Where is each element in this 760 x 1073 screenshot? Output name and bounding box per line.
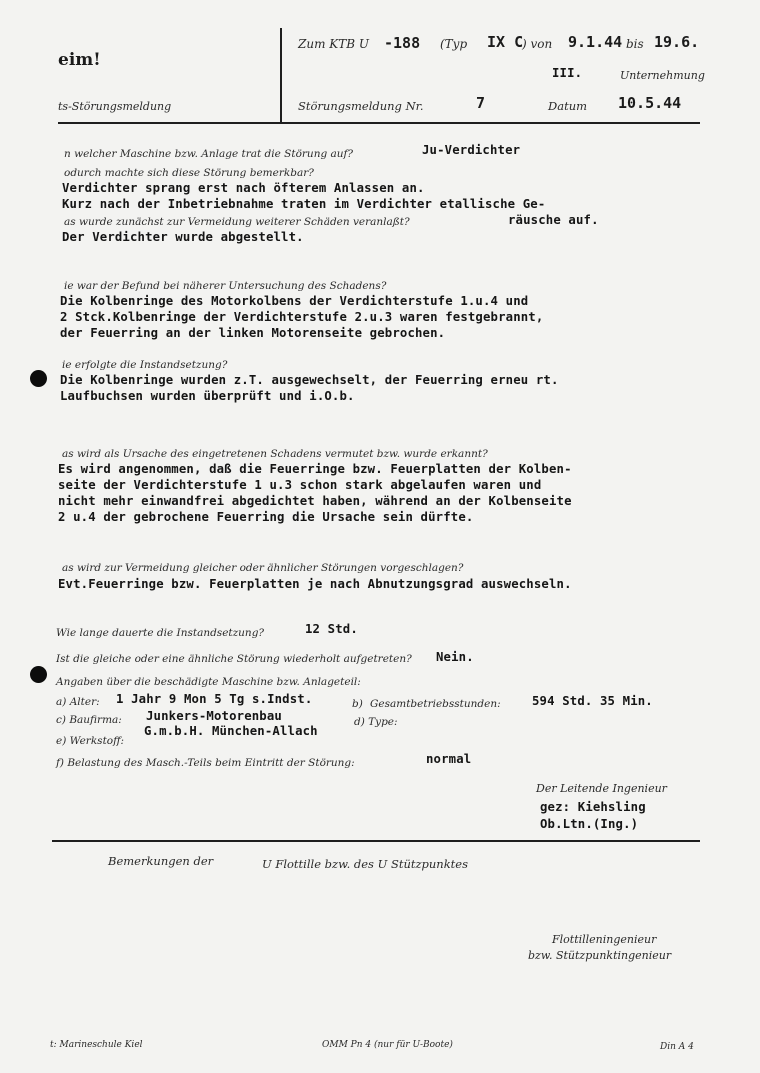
- header-rule: [58, 122, 700, 124]
- q6-line-3: nicht mehr einwandfrei abgedichtet haben, während an der Kolbenseite: [58, 494, 572, 508]
- q9-answer: Nein.: [436, 650, 474, 664]
- q5-line-2: Laufbuchsen wurden überprüft und i.O.b.: [60, 389, 355, 403]
- signature-title: Der Leitende Ingenieur: [536, 782, 667, 795]
- flotilla-number: III.: [552, 66, 583, 80]
- bis-label: bis: [626, 37, 644, 51]
- q5-line-1: Die Kolbenringe wurden z.T. ausgewechselt, der Feuerring erneu rt.: [60, 373, 559, 387]
- q3-answer: Der Verdichter wurde abgestellt.: [62, 230, 304, 244]
- q4-line-1: Die Kolbenringe des Motorkolbens der Verdichterstufe 1.u.4 und: [60, 294, 529, 308]
- footer-right: Din A 4: [660, 1042, 694, 1052]
- flotilla-sign-line-2: bzw. Stützpunktingenieur: [528, 949, 672, 962]
- remarks-left: Bemerkungen der: [108, 854, 214, 868]
- q2-line-3: räusche auf.: [508, 213, 599, 227]
- punch-hole: [30, 370, 47, 387]
- belastung-label: f) Belastung des Masch.-Teils beim Eintritt der Störung:: [56, 757, 355, 769]
- datum-value: 10.5.44: [618, 94, 682, 112]
- baufirma-label: c) Baufirma:: [56, 714, 122, 726]
- bis-date: 19.6.: [654, 33, 700, 51]
- boat-number: -188: [384, 34, 421, 52]
- gesamt-label: Gesamtbetriebsstunden:: [370, 698, 501, 710]
- punch-hole: [30, 666, 47, 683]
- q2-label: odurch machte sich diese Störung bemerkbar?: [64, 167, 314, 179]
- von-date: 9.1.44: [568, 33, 623, 51]
- baufirma-line-1: Junkers-Motorenbau: [146, 709, 282, 723]
- werkstoff-label: e) Werkstoff:: [56, 735, 125, 747]
- q2-line-2: Kurz nach der Inbetriebnahme traten im Verdichter etallische Ge-: [62, 197, 546, 211]
- q6-line-1: Es wird angenommen, daß die Feuerringe bzw. Feuerplatten der Kolben-: [58, 462, 572, 476]
- footer-left: t: Marineschule Kiel: [50, 1040, 143, 1050]
- typ-label: (Typ: [440, 37, 468, 51]
- form-subtitle: ts-Störungsmeldung: [58, 100, 172, 113]
- header-divider: [280, 28, 282, 122]
- footer-center: OMM Pn 4 (nur für U-Boote): [322, 1040, 453, 1050]
- alter-label: a) Alter:: [56, 696, 100, 708]
- q8-answer: 12 Std.: [305, 622, 358, 636]
- signature-rank: Ob.Ltn.(Ing.): [540, 817, 639, 831]
- q7-answer: Evt.Feuerringe bzw. Feuerplatten je nach Abnutzungsgrad auswechseln.: [58, 577, 572, 591]
- b-label: b): [352, 698, 363, 710]
- q4-line-3: der Feuerring an der linken Motorenseite gebrochen.: [60, 326, 446, 340]
- q1-answer: Ju-Verdichter: [422, 143, 521, 157]
- q6-line-2: seite der Verdichterstufe 1 u.3 schon stark abgelaufen waren und: [58, 478, 542, 492]
- remarks-right: U Flottille bzw. des U Stützpunktes: [262, 857, 469, 871]
- zum-ktb-label: Zum KTB U: [298, 37, 369, 51]
- baufirma-line-2: G.m.b.H. München-Allach: [144, 724, 318, 738]
- flotilla-sign-line-1: Flottilleningenieur: [552, 933, 657, 946]
- q7-label: as wird zur Vermeidung gleicher oder ähnlicher Störungen vorgeschlagen?: [62, 562, 464, 574]
- meldung-number: 7: [476, 94, 486, 112]
- form-title: eim!: [58, 50, 101, 70]
- q5-label: ie erfolgte die Instandsetzung?: [62, 359, 228, 371]
- q3-label: as wurde zunächst zur Vermeidung weiterer Schäden veranlaßt?: [64, 216, 410, 228]
- von-label: ) von: [522, 37, 553, 51]
- unternehmung-label: Unternehmung: [620, 69, 705, 82]
- q4-line-2: 2 Stck.Kolbenringe der Verdichterstufe 2.u.3 waren festgebrannt,: [60, 310, 544, 324]
- typ-value: IX C: [487, 33, 524, 51]
- type-label: d) Type:: [354, 716, 398, 728]
- q1-label: n welcher Maschine bzw. Anlage trat die Störung auf?: [64, 148, 354, 160]
- belastung-value: normal: [426, 752, 472, 766]
- q8-label: Wie lange dauerte die Instandsetzung?: [56, 627, 265, 639]
- q2-line-1: Verdichter sprang erst nach öfterem Anlassen an.: [62, 181, 425, 195]
- gesamt-value: 594 Std. 35 Min.: [532, 694, 653, 708]
- signature-name: gez: Kiehsling: [540, 800, 646, 814]
- q9-label: Ist die gleiche oder eine ähnliche Störung wiederholt aufgetreten?: [56, 653, 412, 665]
- q4-label: ie war der Befund bei näherer Untersuchung des Schadens?: [64, 280, 387, 292]
- q6-label: as wird als Ursache des eingetretenen Schadens vermutet bzw. wurde erkannt?: [62, 448, 488, 460]
- alter-value: 1 Jahr 9 Mon 5 Tg s.Indst.: [116, 692, 313, 706]
- q6-line-4: 2 u.4 der gebrochene Feuerring die Ursache sein dürfte.: [58, 510, 474, 524]
- meldung-label: Störungsmeldung Nr.: [298, 99, 424, 113]
- q10-label: Angaben über die beschädigte Maschine bzw. Anlageteil:: [56, 676, 361, 688]
- datum-label: Datum: [548, 99, 588, 113]
- remarks-rule: [52, 840, 700, 842]
